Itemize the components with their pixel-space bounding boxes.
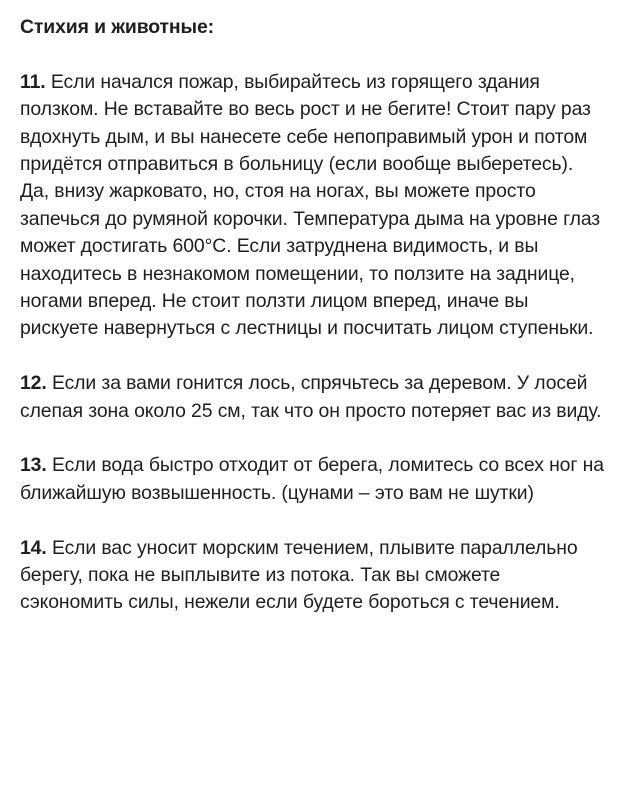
tip-text: Если вас уносит морским течением, плывите параллельно берегу, пока не выплывите из потока. Так вы сможете сэкономить силы, нежели если будете бороться с течением. [20,536,578,614]
tip-number: 13. [20,454,47,477]
tip-item-13 [20,452,605,507]
section-heading: Стихия и животные: [20,16,215,38]
tip-text: Если за вами гонится лось, спрячьтесь за деревом. У лосей слепая зона около 25 см, так что он просто потеряет вас из виду. [20,372,602,422]
tip-number: 12. [20,372,47,395]
tip-number: 14. [20,536,47,559]
tip-text: Если вода быстро отходит от берега, ломитесь со всех ног на ближайшую возвышенность. (цунами – это вам не шутки) [20,454,604,504]
tip-item-14 [20,535,605,617]
tip-number: 11. [20,70,46,93]
tip-text: Если начался пожар, выбирайтесь из горящего здания ползком. Не вставайте во весь рост и не бегите! Стоит пару раз вдохнуть дым, и вы нанесете себе непоправимый урон и потом придётся отправиться в больницу (если вообще выберетесь). Да, внизу жарковато, но, стоя на ногах, вы можете просто запечься до румяной корочки. Температура дыма на уровне глаз может достигать 600°С. Если затруднена видимость, и вы находитесь в незнакомом помещении, то ползите на заднице, ногами вперед. Не стоит ползти лицом вперед, иначе вы рискуете навернуться с лестницы и посчитать лицом ступеньки. [20,70,601,340]
tip-item-12 [20,370,605,425]
tip-item-11 [20,69,605,343]
